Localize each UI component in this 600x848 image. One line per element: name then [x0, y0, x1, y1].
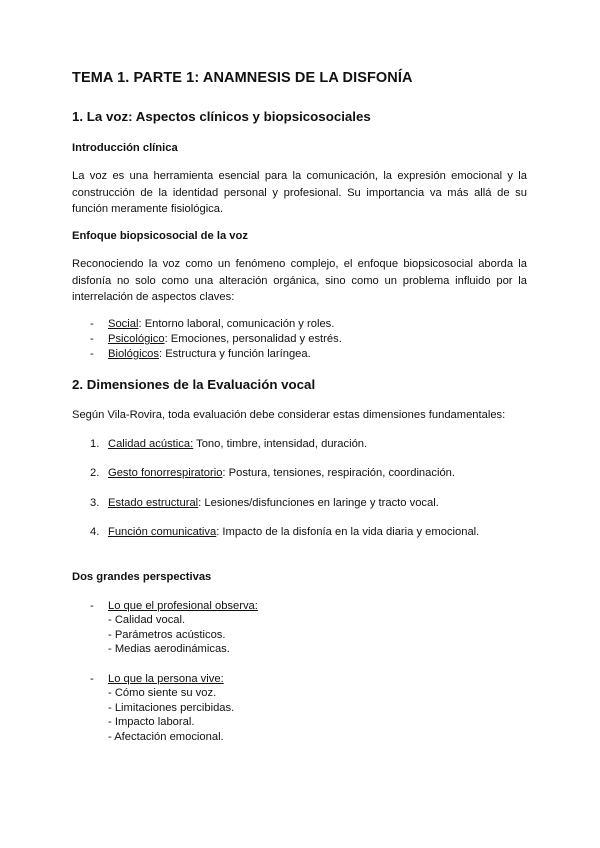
- bullet-marker: -: [90, 348, 94, 360]
- bullet-marker: -: [90, 318, 94, 330]
- item-text: : Impacto de la disfonía en la vida diaria y emocional.: [216, 526, 480, 538]
- bullet-text: : Estructura y función laríngea.: [159, 348, 311, 360]
- group-title: Lo que la persona vive:: [108, 673, 224, 685]
- list-item: [108, 333, 342, 345]
- list-item: [108, 438, 367, 450]
- item-term: Calidad acústica:: [108, 438, 194, 450]
- intro-line: función meramente fisiológica.: [72, 203, 224, 215]
- list-item: - Calidad vocal.: [108, 614, 186, 626]
- item-text: : Lesiones/disfunciones en laringe y tracto vocal.: [198, 497, 439, 509]
- list-item: - Afectación emocional.: [108, 731, 224, 743]
- bullet-term: Psicológico: [108, 333, 165, 345]
- enfoque-line: interrelación de aspectos claves:: [72, 291, 235, 303]
- list-item: [108, 526, 479, 538]
- list-item: - Cómo siente su voz.: [108, 687, 217, 699]
- enfoque-line: Reconociendo la voz como un fenómeno complejo, el enfoque biopsicosocial aborda la: [72, 258, 527, 270]
- bullet-text: : Entorno laboral, comunicación y roles.: [138, 318, 335, 330]
- bullet-marker: -: [90, 333, 94, 345]
- bullet-term: Social: [108, 318, 139, 330]
- item-number: 2.: [90, 467, 100, 479]
- list-item: - Parámetros acústicos.: [108, 629, 226, 641]
- list-item: [108, 467, 455, 479]
- item-text: : Postura, tensiones, respiración, coordinación.: [222, 467, 455, 479]
- bullet-text: : Emociones, personalidad y estrés.: [164, 333, 342, 345]
- group-marker: -: [90, 673, 94, 685]
- document-title: TEMA 1. PARTE 1: ANAMNESIS DE LA DISFONÍA: [72, 70, 413, 86]
- intro-heading: Introducción clínica: [72, 142, 178, 154]
- intro-line: La voz es una herramienta esencial para la comunicación, la expresión emocional y la: [72, 170, 527, 182]
- intro-paragraph: [72, 168, 527, 218]
- list-item: [108, 348, 311, 360]
- item-text: Tono, timbre, intensidad, duración.: [193, 438, 368, 450]
- enfoque-heading: Enfoque biopsicosocial de la voz: [72, 230, 248, 242]
- list-item: [108, 318, 334, 330]
- enfoque-paragraph: [72, 256, 527, 306]
- group-title: Lo que el profesional observa:: [108, 600, 258, 612]
- list-item: - Limitaciones percibidas.: [108, 702, 235, 714]
- perspectivas-heading: Dos grandes perspectivas: [72, 571, 212, 583]
- item-term: Estado estructural: [108, 497, 199, 509]
- item-term: Gesto fonorrespiratorio: [108, 467, 223, 479]
- list-item: - Impacto laboral.: [108, 716, 195, 728]
- enfoque-line: disfonía no solo como una alteración orgánica, sino como un problema influido por la: [72, 274, 527, 287]
- group-marker: -: [90, 600, 94, 612]
- section2-heading: 2. Dimensiones de la Evaluación vocal: [72, 377, 316, 392]
- item-number: 1.: [90, 438, 100, 450]
- item-number: 4.: [90, 526, 100, 538]
- item-term: Función comunicativa: [108, 526, 217, 538]
- section1-heading: 1. La voz: Aspectos clínicos y biopsicosociales: [72, 109, 371, 124]
- list-item: [108, 497, 439, 509]
- item-number: 3.: [90, 497, 100, 509]
- intro-line: construcción de la identidad personal y profesional. Su importancia va más allá de su: [72, 186, 527, 199]
- bullet-term: Biológicos: [108, 348, 159, 360]
- section2-intro: Según Vila-Rovira, toda evaluación debe considerar estas dimensiones fundamentales:: [72, 409, 506, 421]
- list-item: - Medias aerodinámicas.: [108, 643, 230, 655]
